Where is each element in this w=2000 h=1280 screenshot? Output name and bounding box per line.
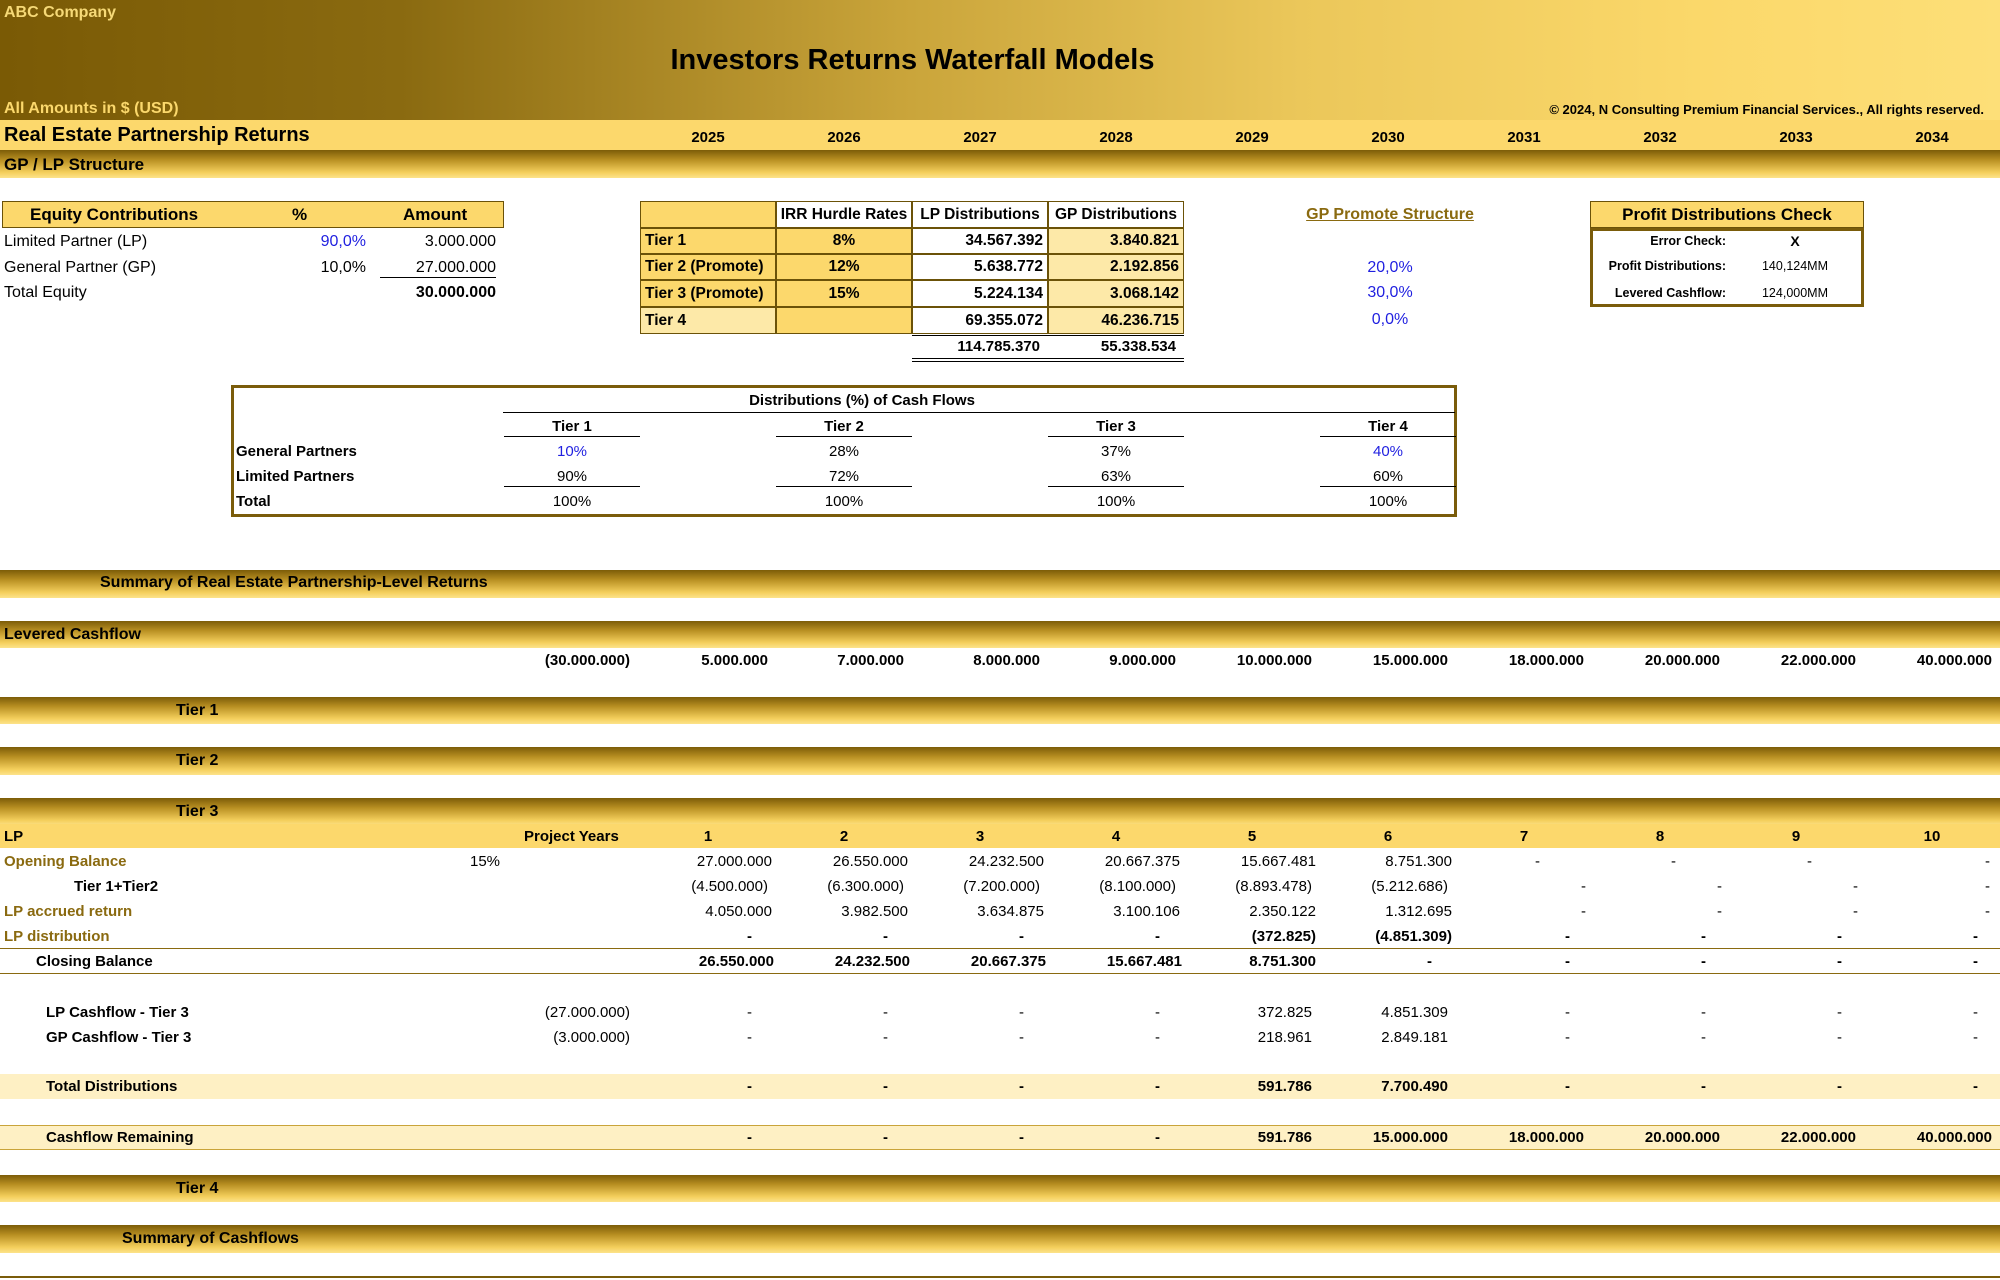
levered-value-2: 7.000.000 [837,652,904,669]
gp_cf-value-10: - [1973,1029,1978,1046]
levered-band [0,621,2000,648]
distribution-value-7: - [1565,928,1570,945]
tiers-row-3-tier: Tier 3 (Promote) [640,280,776,307]
tiers-row-4-lp: 69.355.072 [912,307,1048,334]
tier1-band [0,697,2000,724]
dist-tier-4: Tier 4 [1320,418,1456,437]
closing-value-5: 8.751.300 [1249,953,1316,970]
check-title: Profit Distributions Check [1622,205,1832,224]
gp-cashflow-label: GP Cashflow - Tier 3 [46,1029,192,1046]
dist-2-3: 100% [1368,493,1408,510]
distribution-value-4: - [1155,928,1160,945]
closing-value-4: 15.667.481 [1106,953,1182,970]
levered-value-6: 15.000.000 [1372,652,1448,669]
total-value-1: - [747,1078,752,1095]
tiers-row-1-lp: 34.567.392 [912,228,1048,254]
closing-value-9: - [1837,953,1842,970]
project-year-9: 9 [1791,828,1801,845]
gp_cf-value-8: - [1701,1029,1706,1046]
equity-total-label: Total Equity [4,284,87,301]
distribution-value-10: - [1973,928,1978,945]
tiers-total-bottom-line2 [912,361,1184,362]
tiers-total-top-line [912,335,1184,336]
levered-value-4: 9.000.000 [1109,652,1176,669]
opening-value-1: 27.000.000 [696,853,772,870]
t12-value-1: (4.500.000) [691,878,768,895]
tiers-row-2-tier: Tier 2 (Promote) [640,254,776,280]
t12-value-2: (6.300.000) [827,878,904,895]
equity-lp-pct[interactable]: 90,0% [320,233,366,250]
t12-value-4: (8.100.000) [1099,878,1176,895]
year-2031: 2031 [1507,129,1541,146]
lp_cf-value-6: 4.851.309 [1381,1004,1448,1021]
dist-0-0[interactable]: 10% [556,443,588,460]
total-value-10: - [1973,1078,1978,1095]
page-title: Investors Returns Waterfall Models [670,44,1155,76]
accrued-value-4: 3.100.106 [1113,903,1180,920]
accrued-value-9: - [1853,903,1858,920]
project-year-3: 3 [975,828,985,845]
dist-0-2: 37% [1100,443,1132,460]
closing-top-line [0,948,2000,949]
dist-tier-1: Tier 1 [504,418,640,437]
levered-value-5: 10.000.000 [1236,652,1312,669]
opening-value-10: - [1985,853,1990,870]
total-value-7: - [1565,1078,1570,1095]
closing-value-2: 24.232.500 [834,953,910,970]
dist-1-3: 60% [1320,468,1456,487]
lp_cf-value-8: - [1701,1004,1706,1021]
tiers-header-2: LP Distributions [912,201,1048,228]
distribution-value-9: - [1837,928,1842,945]
tiers-row-3-gp: 3.068.142 [1048,280,1184,307]
year-2032: 2032 [1643,129,1677,146]
tier2-band [0,747,2000,775]
closing-value-1: 26.550.000 [698,953,774,970]
lp-cashflow-initial: (27.000.000) [544,1004,630,1021]
lp_cf-value-3: - [1019,1004,1024,1021]
remaining-value-8: 20.000.000 [1644,1129,1720,1146]
check-profit-label: Profit Distributions: [1608,259,1726,273]
opening-value-4: 20.667.375 [1104,853,1180,870]
remaining-value-1: - [747,1129,752,1146]
opening-value-9: - [1807,853,1812,870]
gp_cf-value-9: - [1837,1029,1842,1046]
equity-gp-amount: 27.000.000 [380,259,496,278]
total-value-6: 7.700.490 [1381,1078,1448,1095]
dist-tier-3: Tier 3 [1048,418,1184,437]
opening-value-2: 26.550.000 [832,853,908,870]
gp-cashflow-initial: (3.000.000) [553,1029,630,1046]
year-2030: 2030 [1371,129,1405,146]
copyright-text: © 2024, N Consulting Premium Financial Services., All rights reserved. [1549,102,1984,117]
check-error-value: X [1790,233,1800,249]
lp-distribution-label: LP distribution [4,928,110,945]
lp_cf-value-4: - [1155,1004,1160,1021]
dist-2-1: 100% [824,493,864,510]
tiers-row-1-tier: Tier 1 [640,228,776,254]
closing-value-3: 20.667.375 [970,953,1046,970]
opening-value-6: 8.751.300 [1385,853,1452,870]
accrued-value-10: - [1985,903,1990,920]
tiers-total-gp: 55.338.534 [1100,338,1176,355]
dist-row-label-1: Limited Partners [236,468,355,485]
sheet-bottom-border [0,1276,2000,1278]
accrued-value-7: - [1581,903,1586,920]
equity-header-amount: Amount [403,205,468,224]
tiers-row-3-lp: 5.224.134 [912,280,1048,307]
project-year-10: 10 [1923,828,1941,845]
remaining-value-6: 15.000.000 [1372,1129,1448,1146]
cashflow-remaining-label: Cashflow Remaining [46,1129,194,1146]
equity-lp-label: Limited Partner (LP) [4,233,148,250]
remaining-value-9: 22.000.000 [1780,1129,1856,1146]
t12-value-7: - [1581,878,1586,895]
dist-tier-2: Tier 2 [776,418,912,437]
tiers-row-4-gp: 46.236.715 [1048,307,1184,334]
opening-balance-label: Opening Balance [4,853,127,870]
accrued-value-6: 1.312.695 [1385,903,1452,920]
year-2029: 2029 [1235,129,1269,146]
gp_cf-value-2: - [883,1029,888,1046]
gp_cf-value-3: - [1019,1029,1024,1046]
levered-value-0: (30.000.000) [544,652,630,669]
tiers-header-0 [640,201,776,228]
distribution-value-1: - [747,928,752,945]
gp-promote-tier3[interactable]: 30,0% [1367,284,1413,301]
dist-0-1: 28% [828,443,860,460]
accrued-value-1: 4.050.000 [705,903,772,920]
check-profit-value: 140,124MM [1761,259,1828,273]
check-error-label: Error Check: [1650,234,1726,248]
project-year-6: 6 [1383,828,1393,845]
closing-value-10: - [1973,953,1978,970]
tiers-row-2-rate: 12% [776,254,912,280]
gp_cf-value-1: - [747,1029,752,1046]
dist-1-1: 72% [776,468,912,487]
tiers-row-4-tier: Tier 4 [640,307,776,334]
tiers-total-lp: 114.785.370 [957,338,1040,355]
lp_cf-value-5: 372.825 [1257,1004,1312,1021]
lp-cashflow-label: LP Cashflow - Tier 3 [46,1004,189,1021]
closing-value-8: - [1701,953,1706,970]
distributions-title: Distributions (%) of Cash Flows [749,392,975,409]
accrued-value-8: - [1717,903,1722,920]
distribution-value-5: (372.825) [1251,928,1316,945]
t12-value-6: (5.212.686) [1371,878,1448,895]
distribution-value-2: - [883,928,888,945]
project-year-5: 5 [1247,828,1257,845]
gp-promote-tier2[interactable]: 20,0% [1367,259,1413,276]
project-year-8: 8 [1655,828,1665,845]
opening-value-8: - [1671,853,1676,870]
equity-gp-pct: 10,0% [320,259,366,276]
distributions-title-line [503,412,1455,413]
gp_cf-value-4: - [1155,1029,1160,1046]
tiers-header-3: GP Distributions [1048,201,1184,228]
tier4-band-label[interactable]: Tier 4 [176,1180,219,1197]
levered-value-7: 18.000.000 [1508,652,1584,669]
lp_cf-value-9: - [1837,1004,1842,1021]
dist-2-2: 100% [1096,493,1136,510]
lp_cf-value-7: - [1565,1004,1570,1021]
remaining-value-7: 18.000.000 [1508,1129,1584,1146]
remaining-value-5: 591.786 [1257,1129,1312,1146]
year-2028: 2028 [1099,129,1133,146]
total-value-3: - [1019,1078,1024,1095]
opening-value-7: - [1535,853,1540,870]
dist-row-label-0: General Partners [236,443,357,460]
tier12-label: Tier 1+Tier2 [74,878,159,895]
gp_cf-value-5: 218.961 [1257,1029,1312,1046]
company-name: ABC Company [4,4,117,21]
equity-gp-label: General Partner (GP) [4,259,157,276]
cashflow-summary-band [0,1225,2000,1253]
year-2034: 2034 [1915,129,1949,146]
tiers-row-2-gp: 2.192.856 [1048,254,1184,280]
year-2033: 2033 [1779,129,1813,146]
lp_cf-value-2: - [883,1004,888,1021]
accrued-value-3: 3.634.875 [977,903,1044,920]
cashflow-summary-label: Summary of Cashflows [122,1230,299,1247]
distribution-value-8: - [1701,928,1706,945]
closing-value-6: - [1427,953,1432,970]
gp-promote-tier4[interactable]: 0,0% [1371,311,1409,328]
t12-value-8: - [1717,878,1722,895]
equity-header-label: Equity Contributions [30,205,199,224]
remaining-value-4: - [1155,1129,1160,1146]
t12-value-10: - [1985,878,1990,895]
check-levered-label: Levered Cashflow: [1614,286,1726,300]
closing-balance-label: Closing Balance [36,953,153,970]
dist-1-2: 63% [1048,468,1184,487]
gp_cf-value-6: 2.849.181 [1381,1029,1448,1046]
total-value-8: - [1701,1078,1706,1095]
distribution-value-3: - [1019,928,1024,945]
remaining-value-10: 40.000.000 [1916,1129,1992,1146]
opening-value-3: 24.232.500 [968,853,1044,870]
t12-value-9: - [1853,878,1858,895]
project-year-1: 1 [703,828,713,845]
tier3-band [0,798,2000,826]
opening-value-5: 15.667.481 [1240,853,1316,870]
tiers-header-1: IRR Hurdle Rates [776,201,912,228]
year-2026: 2026 [827,129,861,146]
tiers-row-2-lp: 5.638.772 [912,254,1048,280]
distribution-value-6: (4.851.309) [1375,928,1452,945]
project-year-2: 2 [839,828,849,845]
lp-accrued-label: LP accrued return [4,903,133,920]
summary-band-label: Summary of Real Estate Partnership-Level Returns [100,574,488,591]
tiers-row-1-rate: 8% [776,228,912,254]
closing-bottom-line [0,973,2000,974]
total-value-5: 591.786 [1257,1078,1312,1095]
tiers-row-3-rate: 15% [776,280,912,307]
tier2-band-label[interactable]: Tier 2 [176,752,219,769]
equity-lp-amount: 3.000.000 [424,233,496,250]
gp_cf-value-7: - [1565,1029,1570,1046]
tier4-band [0,1175,2000,1202]
dist-2-0: 100% [552,493,592,510]
dist-0-3[interactable]: 40% [1372,443,1404,460]
t12-value-5: (8.893.478) [1235,878,1312,895]
remaining-value-3: - [1019,1129,1024,1146]
total-value-4: - [1155,1078,1160,1095]
levered-value-9: 22.000.000 [1780,652,1856,669]
opening-balance-rate: 15% [470,853,501,870]
dist-row-label-2: Total [236,493,271,510]
total-value-9: - [1837,1078,1842,1095]
levered-value-10: 40.000.000 [1916,652,1992,669]
levered-label: Levered Cashflow [4,626,141,643]
lp_cf-value-10: - [1973,1004,1978,1021]
gp-lp-band-label: GP / LP Structure [4,155,145,174]
lp_cf-value-1: - [747,1004,752,1021]
remaining-value-2: - [883,1129,888,1146]
gp-lp-band [0,150,2000,178]
levered-value-1: 5.000.000 [701,652,768,669]
equity-header-pct: % [292,205,308,224]
section-title: Real Estate Partnership Returns [4,124,310,146]
t12-value-3: (7.200.000) [963,878,1040,895]
gp-promote-title: GP Promote Structure [1306,206,1474,223]
lp-row-label: LP [4,828,24,845]
check-levered-value: 124,000MM [1761,286,1828,300]
tiers-total-bottom-line [912,358,1184,359]
project-year-4: 4 [1111,828,1121,845]
equity-total-amount: 30.000.000 [415,284,496,301]
tiers-row-1-gp: 3.840.821 [1048,228,1184,254]
amounts-note: All Amounts in $ (USD) [4,100,179,117]
project-year-7: 7 [1519,828,1529,845]
closing-value-7: - [1565,953,1570,970]
dist-1-0: 90% [504,468,640,487]
tier3-band-label[interactable]: Tier 3 [176,803,219,820]
levered-value-8: 20.000.000 [1644,652,1720,669]
year-2025: 2025 [691,129,725,146]
tiers-row-4-rate [776,307,912,334]
accrued-value-2: 3.982.500 [841,903,908,920]
accrued-value-5: 2.350.122 [1249,903,1316,920]
total-distributions-label: Total Distributions [46,1078,178,1095]
year-2027: 2027 [963,129,997,146]
project-years-label: Project Years [524,828,619,845]
levered-value-3: 8.000.000 [973,652,1040,669]
total-value-2: - [883,1078,888,1095]
tier1-band-label[interactable]: Tier 1 [176,702,219,719]
